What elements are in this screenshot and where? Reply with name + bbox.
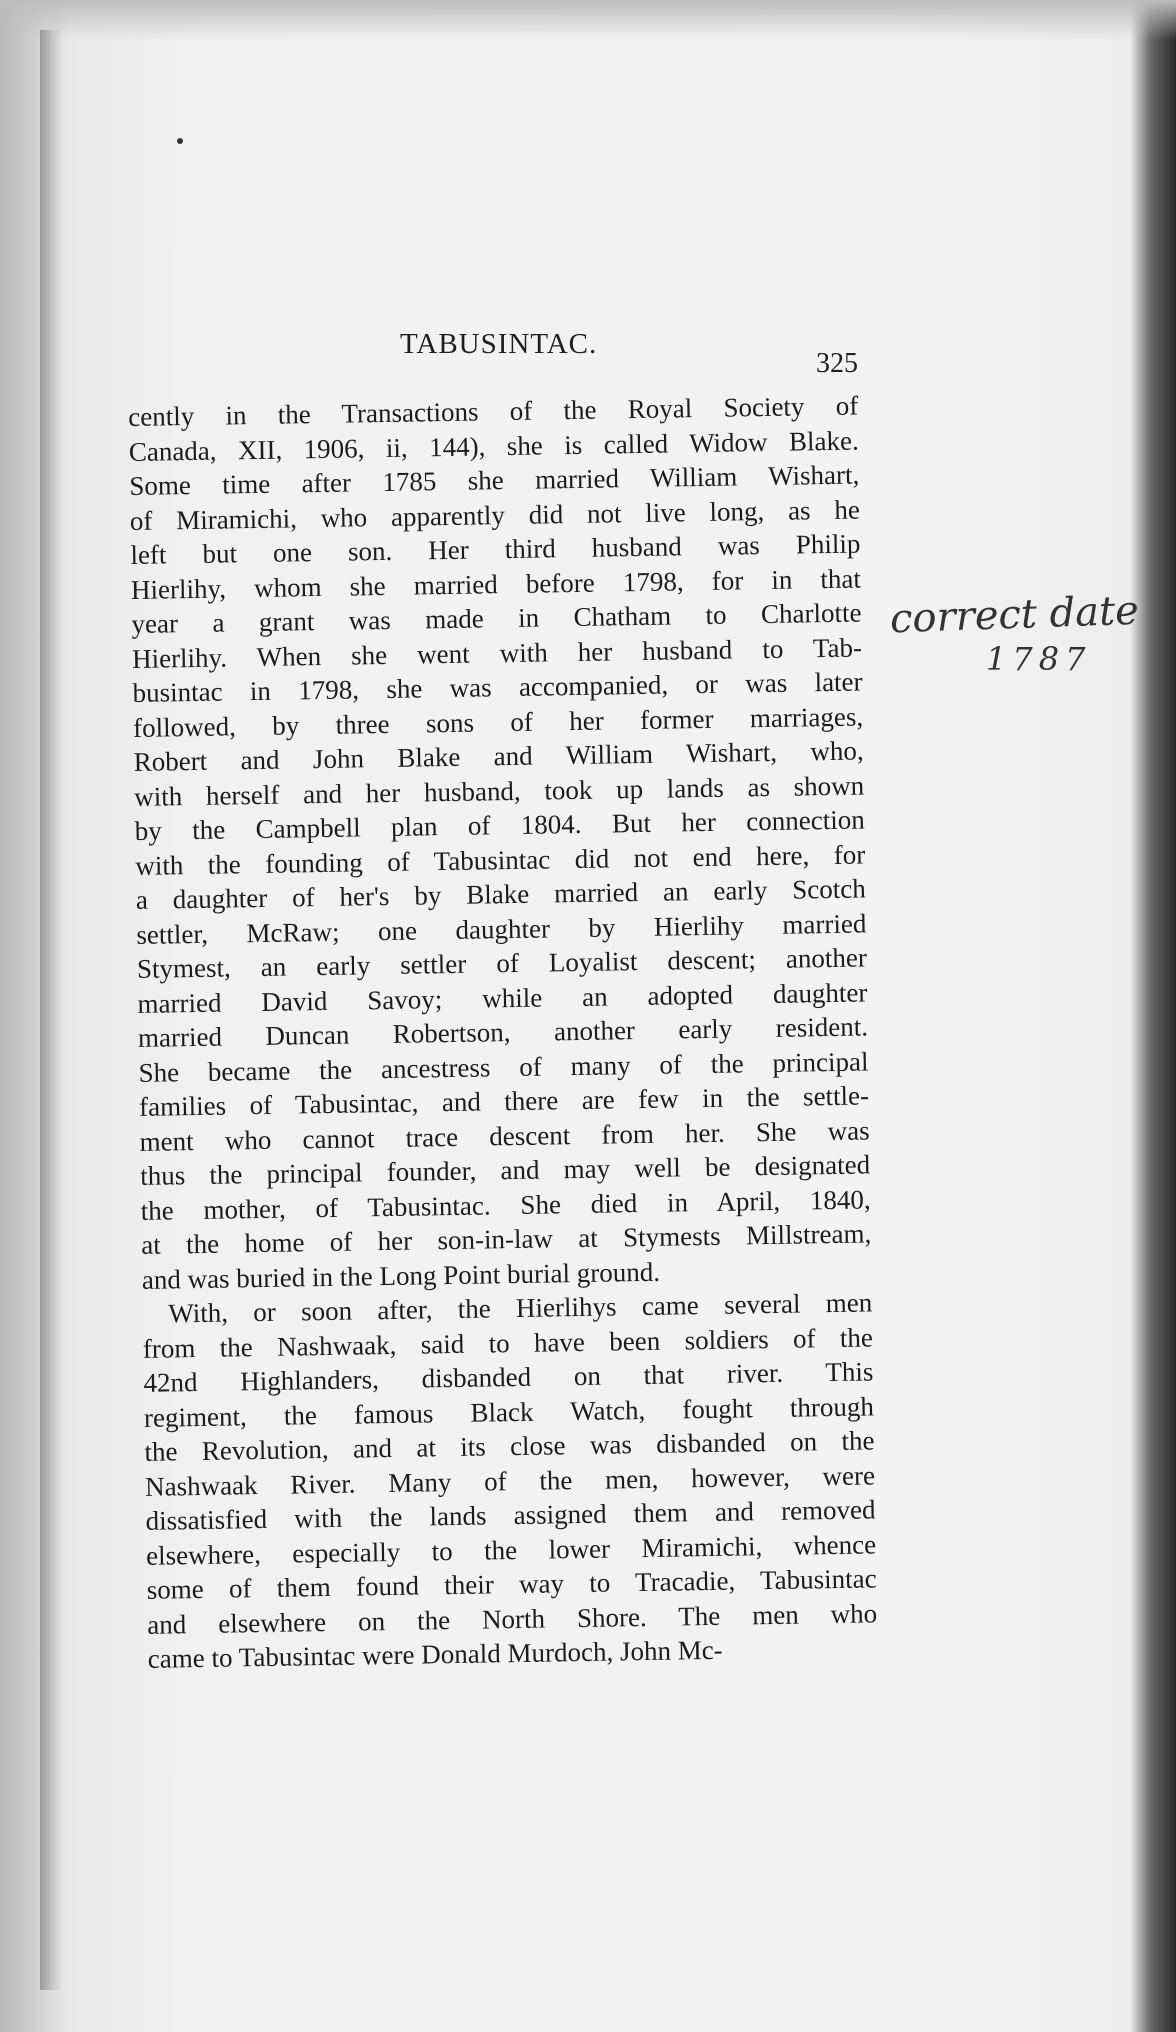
- text-line: with herself and her husband, took up lands as shown: [133, 769, 865, 812]
- text-line: Canada, XII, 1906, ii, 144), she is called Widow Blake.: [128, 425, 859, 467]
- text-line: the Revolution, and at its close was disbanded on the: [144, 1425, 875, 1467]
- text-line: thus the principal founder, and may well be designated: [139, 1149, 871, 1191]
- handwritten-note-correct-date: correct date: [889, 587, 1140, 643]
- text-line: with the founding of Tabusintac did not end here, for: [135, 838, 866, 881]
- page-number: 325: [816, 348, 858, 379]
- handwritten-note-year: 1787: [986, 640, 1092, 678]
- text-line: Robert and John Blake and William Wishart, who,: [133, 735, 864, 777]
- text-line: dissatisfied with the lands assigned them and removed: [145, 1494, 876, 1536]
- text-line: by the Campbell plan of 1804. But her connection: [134, 804, 865, 846]
- body-text: [128, 389, 878, 1677]
- text-line: families of Tabusintac, and there are few in the settle-: [138, 1080, 870, 1122]
- text-line: regiment, the famous Black Watch, fought through: [143, 1390, 875, 1433]
- text-line: married David Savoy; while an adopted daughter: [137, 976, 868, 1019]
- text-line: and was buried in the Long Point burial ground.: [141, 1256, 661, 1295]
- running-head: TABUSINTAC.: [400, 328, 598, 360]
- text-line: married Duncan Robertson, another early resident.: [137, 1011, 869, 1053]
- text-line: a daughter of her's by Blake married an early Scotch: [135, 873, 866, 915]
- text-line: and elsewhere on the North Shore. The men who: [146, 1597, 878, 1640]
- text-line: some of them found their way to Tracadie, Tabusintac: [146, 1563, 877, 1605]
- text-line: year a grant was made in Chatham to Charlotte: [131, 597, 862, 639]
- page-top-shadow: [0, 0, 1176, 40]
- page-left-edge: [40, 30, 62, 1990]
- text-line: Hierlihy, whom she married before 1798, for in that: [130, 563, 862, 605]
- text-line: Stymest, an early settler of Loyalist descent; another: [136, 942, 868, 984]
- ink-speck: [177, 138, 183, 144]
- text-line: cently in the Transactions of the Royal Society of: [128, 390, 859, 432]
- text-line: With, or soon after, the Hierlihys came several men: [168, 1287, 873, 1329]
- text-line: left but one son. Her third husband was Philip: [130, 528, 861, 570]
- text-line: at the home of her son-in-law at Stymests Millstream,: [141, 1218, 872, 1260]
- text-line: Some time after 1785 she married William Wishart,: [129, 459, 860, 501]
- text-line: of Miramichi, who apparently did not live long, as he: [129, 494, 861, 536]
- text-line: settler, McRaw; one daughter by Hierlihy married: [136, 907, 867, 950]
- text-line: elsewhere, especially to the lower Miramichi, whence: [145, 1528, 877, 1571]
- text-line: followed, by three sons of her former marriages,: [132, 700, 864, 743]
- text-line: ment who cannot trace descent from her. She was: [139, 1114, 870, 1157]
- text-line: came to Tabusintac were Donald Murdoch, John Mc-: [147, 1634, 723, 1674]
- text-line: from the Nashwaak, said to have been soldiers of the: [142, 1321, 874, 1364]
- text-line: Nashwaak River. Many of the men, however, were: [144, 1459, 876, 1502]
- text-line: the mother, of Tabusintac. She died in April, 1840,: [140, 1183, 871, 1226]
- text-line: Hierlihy. When she went with her husband to Tab-: [131, 632, 863, 674]
- text-line: She became the ancestress of many of the principal: [138, 1045, 869, 1088]
- text-line: busintac in 1798, she was accompanied, or was later: [132, 666, 863, 708]
- text-line: 42nd Highlanders, disbanded on that river. This: [143, 1356, 874, 1398]
